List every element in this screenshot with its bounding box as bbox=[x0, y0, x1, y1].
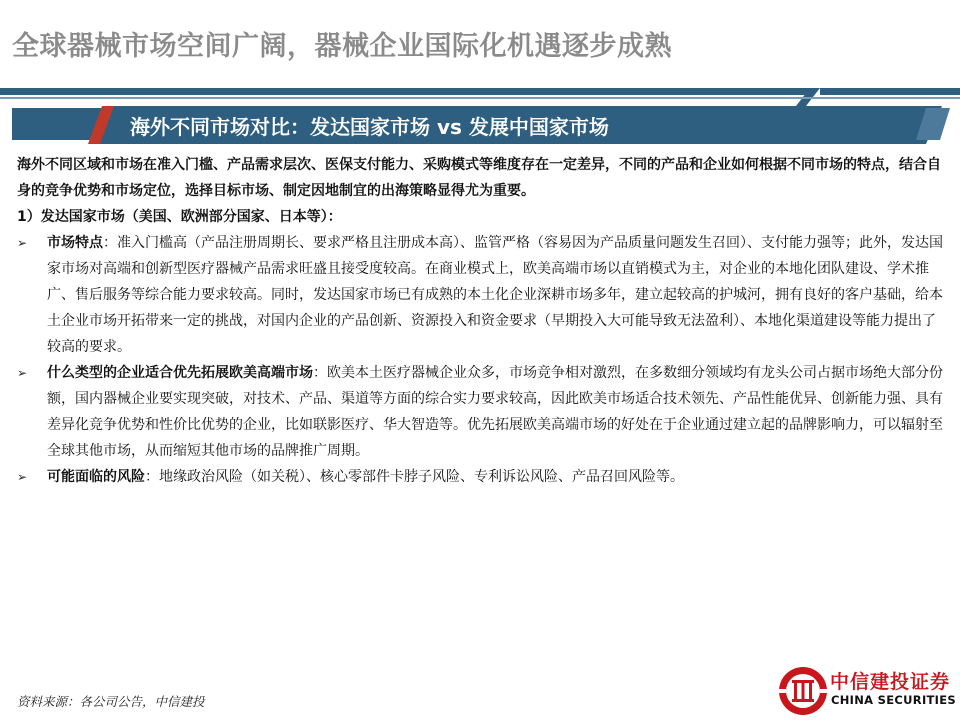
bullet-lead: 可能面临的风险 bbox=[47, 469, 145, 485]
bullet-text: ：欧美本土医疗器械企业众多，市场竞争相对激烈，在多数细分领域均有龙头公司占据市场绝大部分份额，国内器械企业要实现突破，对技术、产品、渠道等方面的综合实力要求较高，因此欧美市场适合技术领先、产品性能优异、创新能力强、具有差异化竞争优势和性价比优势的企业，比如联影医疗、华大智造等。优先拓展欧美高端市场的好处在于企业通过建立起的品牌影响力，可以辐射至全球其他市场，从而缩短其他市场的品牌推广周期。 bbox=[47, 365, 943, 459]
arrow-bullet-icon: ➢ bbox=[17, 236, 28, 250]
source-note: 资料来源：各公司公告，中信建投 bbox=[17, 694, 205, 709]
main-content bbox=[17, 152, 947, 490]
section-heading: 1）发达国家市场（美国、欧洲部分国家、日本等）： bbox=[17, 209, 342, 225]
page-title: 全球器械市场空间广阔，器械企业国际化机遇逐步成熟 bbox=[12, 31, 672, 62]
bullet-lead: 市场特点 bbox=[47, 235, 103, 251]
arrow-bullet-icon: ➢ bbox=[17, 470, 28, 484]
logo-name-cn: 中信建投证券 bbox=[830, 671, 951, 693]
logo-name-en: CHINA SECURITIES bbox=[831, 693, 956, 707]
list-item bbox=[17, 464, 947, 490]
arrow-bullet-icon: ➢ bbox=[17, 366, 28, 380]
banner-title: 海外不同市场对比：发达国家市场 vs 发展中国家市场 bbox=[130, 115, 609, 139]
list-item bbox=[17, 230, 947, 360]
bullet-text: ：地缘政治风险（如关税）、核心零部件卡脖子风险、专利诉讼风险、产品召回风险等。 bbox=[145, 469, 684, 485]
intro-paragraph: 海外不同区域和市场在准入门槛、产品需求层次、医保支付能力、采购模式等维度存在一定差异，不同的产品和企业如何根据不同市场的特点，结合自身的竞争优势和市场定位，选择目标市场、制定因地制宜的出海策略显得尤为重要。 bbox=[17, 157, 941, 199]
list-item bbox=[17, 360, 947, 464]
bullet-text: ：准入门槛高（产品注册周期长、要求严格且注册成本高）、监管严格（容易因为产品质量问题发生召回）、支付能力强等；此外，发达国家市场对高端和创新型医疗器械产品需求旺盛且接受度较高。在商业模式上，欧美高端市场以直销模式为主，对企业的本地化团队建设、学术推广、售后服务等综合能力要求较高。同时，发达国家市场已有成熟的本土化企业深耕市场多年，建立起较高的护城河，拥有良好的客户基础，给本土企业市场开拓带来一定的挑战，对国内企业的产品创新、资源投入和资金要求（早期投入大可能导致无法盈利）、本地化渠道建设等能力提出了较高的要求。 bbox=[47, 235, 943, 355]
bullet-list bbox=[17, 230, 947, 490]
header-rule bbox=[0, 0, 960, 110]
bullet-lead: 什么类型的企业适合优先拓展欧美高端市场 bbox=[47, 365, 313, 381]
